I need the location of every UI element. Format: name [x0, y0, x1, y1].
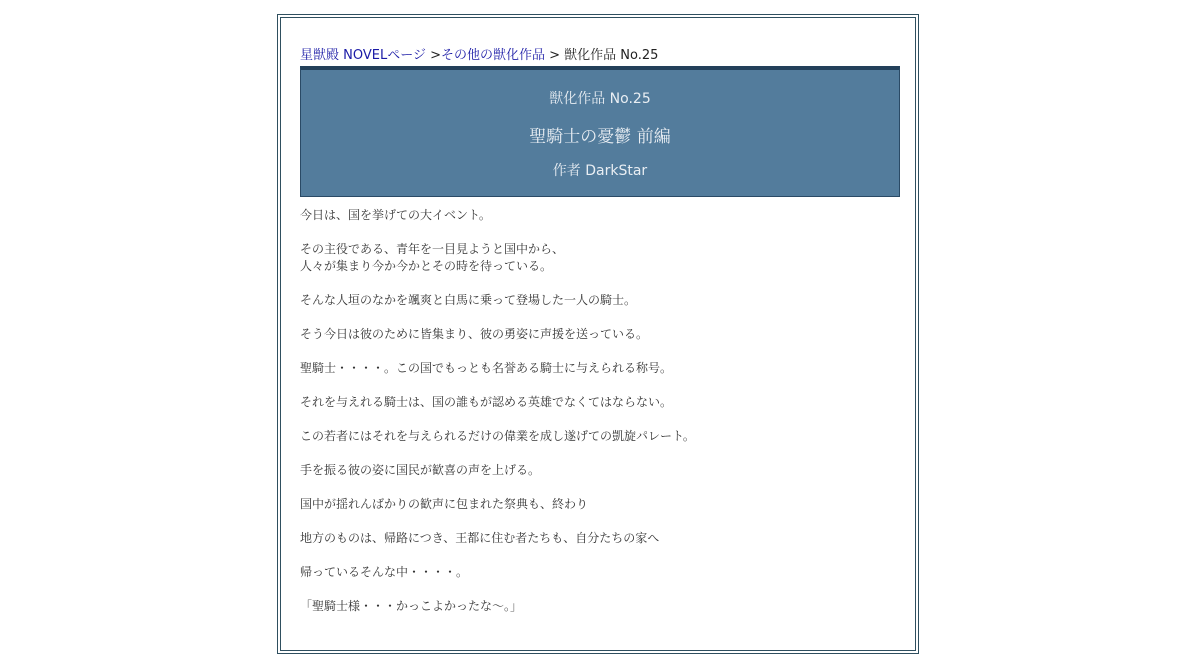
breadcrumb-home-link[interactable]: 星獣殿 NOVELページ	[300, 48, 426, 63]
breadcrumb-separator: >	[425, 48, 441, 63]
story-body	[300, 207, 900, 615]
title-box	[300, 66, 900, 197]
story-line: 国中が揺れんばかりの歓声に包まれた祭典も、終わり	[300, 497, 589, 511]
story-line: その主役である、青年を一目見ようと国中から、	[300, 242, 565, 256]
story-paragraph	[300, 394, 900, 411]
story-paragraph	[300, 207, 900, 224]
series-label: 獣化作品 No.25	[549, 91, 651, 107]
story-paragraph	[300, 462, 900, 479]
story-line: 手を振る彼の姿に国民が歓喜の声を上げる。	[300, 463, 541, 477]
story-line: それを与えれる騎士は、国の誰もが認める英雄でなくてはならない。	[300, 395, 673, 409]
story-paragraph	[300, 428, 900, 445]
story-paragraph	[300, 564, 900, 581]
story-line: この若者にはそれを与えられるだけの偉業を成し遂げての凱旋パレート。	[300, 429, 695, 443]
story-line: 地方のものは、帰路につき、王都に住む者たちも、自分たちの家へ	[300, 531, 660, 545]
story-line: 帰っているそんな中・・・・。	[300, 565, 469, 579]
breadcrumb	[300, 47, 900, 65]
story-paragraph	[300, 241, 900, 275]
story-line: そんな人垣のなかを颯爽と白馬に乗って登場した一人の騎士。	[300, 293, 637, 307]
story-line: 「聖騎士様・・・かっこよかったな～。」	[300, 599, 523, 613]
story-paragraph	[300, 292, 900, 309]
breadcrumb-current: 獣化作品 No.25	[564, 48, 659, 63]
story-line: 聖騎士・・・・。この国でもっとも名誉ある騎士に与えられる称号。	[300, 361, 673, 375]
author-line: 作者 DarkStar	[552, 163, 648, 179]
story-line: そう今日は彼のために皆集まり、彼の勇姿に声援を送っている。	[300, 327, 649, 341]
story-paragraph	[300, 326, 900, 343]
story-paragraph	[300, 530, 900, 547]
story-paragraph	[300, 496, 900, 513]
work-title: 聖騎士の憂鬱 前編	[529, 127, 671, 147]
breadcrumb-category-link[interactable]: その他の獣化作品	[440, 48, 545, 63]
story-paragraph	[300, 598, 900, 615]
breadcrumb-separator: >	[545, 48, 565, 63]
story-line: 人々が集まり今か今かとその時を待っている。	[300, 259, 553, 273]
story-line: 今日は、国を挙げての大イベント。	[300, 208, 491, 222]
main-content	[300, 47, 900, 632]
story-paragraph	[300, 360, 900, 377]
